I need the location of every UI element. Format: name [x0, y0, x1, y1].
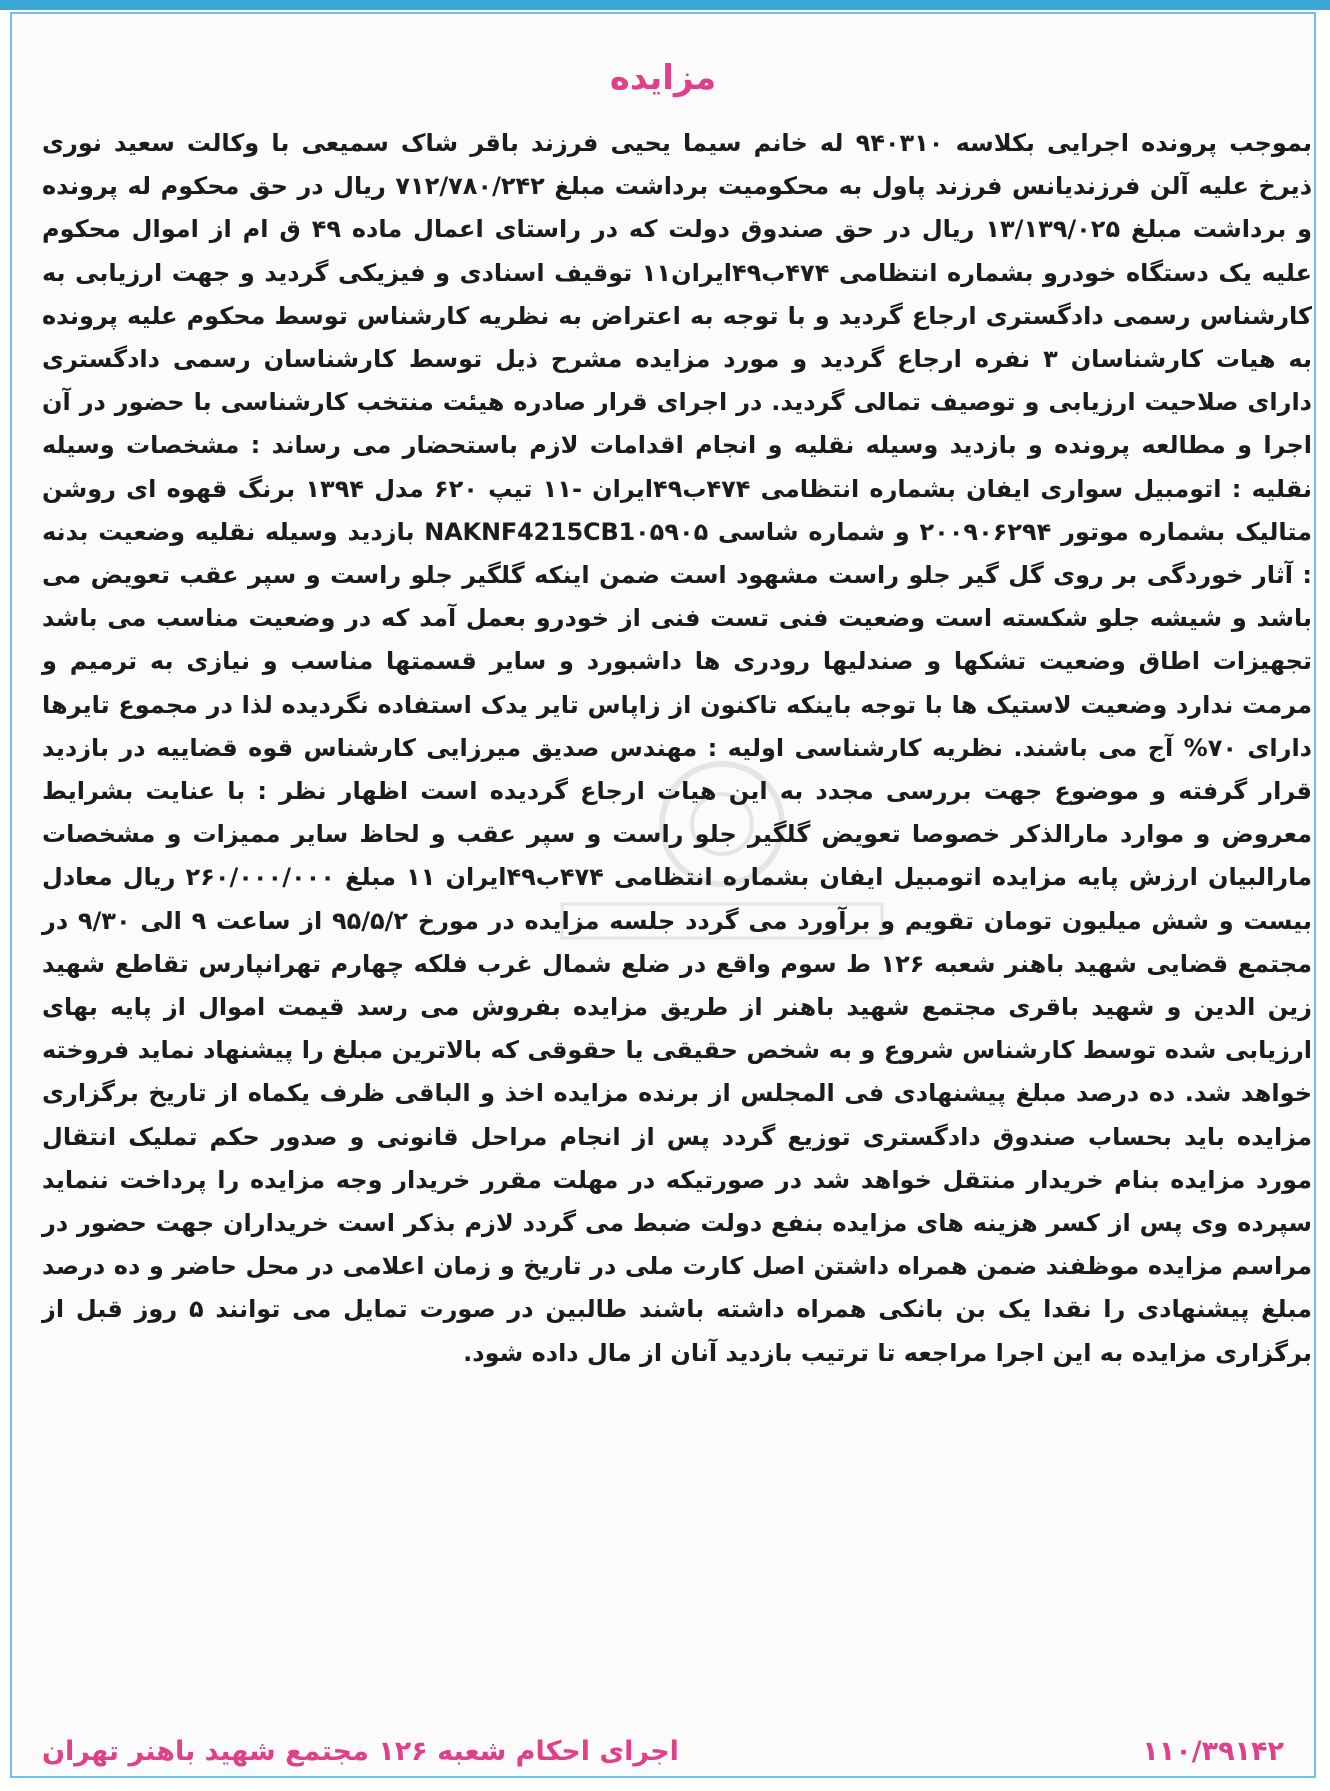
- notice-frame: [10, 12, 1316, 1778]
- notice-footer: [42, 1736, 1284, 1776]
- notice-title: مزایده: [609, 58, 717, 98]
- top-color-bar: [0, 0, 1330, 10]
- notice-body: بموجب پرونده اجرایی بکلاسه ۹۴۰۳۱۰ له خانم سیما یحیی فرزند باقر شاک سمیعی با وکالت سعید نوری ذیرخ علیه آلن فرزندیانس فرزند پاول به محکومیت برداشت مبلغ ۷۱۲/۷۸۰/۲۴۲ ریال در حق محکوم له پرونده و برداشت مبلغ ۱۳/۱۳۹/۰۲۵ ریال در حق صندوق دولت که در راستای اعمال ماده ۴۹ ق ام از اموال محکوم علیه یک دستگاه خودرو بشماره انتظامی ۴۷۴ب۴۹ایران۱۱ توقیف اسنادی و فیزیکی گردید و جهت ارزیابی به کارشناس رسمی دادگستری ارجاع گردید و با توجه به اعتراض به نظریه کارشناس توسط محکوم علیه پرونده به هیات کارشناسان ۳ نفره ارجاع گردید و مورد مزایده مشرح ذیل توسط کارشناسان رسمی دادگستری دارای صلاحیت ارزیابی و توصیف تمالی گردید. در اجرای قرار صادره هیئت منتخب کارشناسی با حضور در آن اجرا و مطالعه پرونده و بازدید وسیله نقلیه و انجام اقدامات لازم باستحضار می رساند : مشخصات وسیله نقلیه : اتومبیل سواری ایفان بشماره انتظامی ۴۷۴ب۴۹ایران -۱۱ تیپ ۶۲۰ مدل ۱۳۹۴ برنگ قهوه ای روشن متالیک بشماره موتور ۲۰۰۹۰۶۲۹۴ و شماره شاسی NAKNF4215CB1۰۵۹۰۵ بازدید وسیله نقلیه وضعیت بدنه : آثار خوردگی بر روی گل گیر جلو راست مشهود است ضمن اینکه گلگیر جلو راست و سپر عقب تعویض می باشد و شیشه جلو شکسته است وضعیت فنی تست فنی از خودرو بعمل آمد که در وضعیت مناسب می باشد تجهیزات اطاق وضعیت تشکها و صندلیها رودری ها داشبورد و سایر قسمتها مناسب و نیازی به ترمیم و مرمت ندارد وضعیت لاستیک ها با توجه باینکه تاکنون از زاپاس تایر یدک استفاده نگردیده لذا در مجموع تایرها دارای ۷۰% آج می باشند. نظریه کارشناسی اولیه : مهندس صدیق میرزایی کارشناس قوه قضاییه در بازدید قرار گرفته و موضوع جهت بررسی مجدد به این هیات ارجاع گردیده است اظهار نظر : با عنایت بشرایط معروض و موارد مارالذکر خصوصا تعویض گلگیر جلو راست و سپر عقب و لحاظ سایر ممیزات و مشخصات مارالبیان ارزش پایه مزایده اتومبیل ایفان بشماره انتظامی ۴۷۴ب۴۹ایران ۱۱ مبلغ ۲۶۰/۰۰۰/۰۰۰ ریال معادل بیست و شش میلیون تومان تقویم و برآورد می گردد جلسه مزایده در مورخ ۹۵/۵/۲ از ساعت ۹ الی ۹/۳۰ در مجتمع قضایی شهید باهنر شعبه ۱۲۶ ط سوم واقع در ضلع شمال غرب فلکه چهارم تهرانپارس تقاطع شهید زین الدین و شهید باقری مجتمع شهید باهنر از طریق مزایده بفروش می رسد قیمت اموال از پایه بهای ارزیابی شده توسط کارشناس شروع و به شخص حقیقی یا حقوقی که بالاترین مبلغ را پیشنهاد نماید فروخته خواهد شد. ده درصد مبلغ پیشنهادی فی المجلس از برنده مزایده اخذ و الباقی ظرف یکماه از تاریخ برگزاری مزایده باید بحساب صندوق دادگستری توزیع گردد پس از انجام مراحل قانونی و صدور حکم تملیک انتقال مورد مزایده بنام خریدار منتقل خواهد شد در صورتیکه در مهلت مقرر خریدار وجه مزایده را پرداخت ننماید سپرده وی پس از کسر هزینه های مزایده بنفع دولت ضبط می گردد لازم بذکر است خریداران جهت حضور در مراسم مزایده موظفند ضمن همراه داشتن اصل کارت ملی در تاریخ و زمان اعلامی در محل حاضر و ده درصد مبلغ پیشنهادی را نقدا یک بن بانکی همراه داشته باشند طالبین در صورت تمایل می توانند ۵ روز قبل از برگزاری مزایده به این اجرا مراجعه تا ترتیب بازدید آنان از مال داده شود.: [42, 129, 1313, 1367]
- issuer-name: اجرای احکام شعبه ۱۲۶ مجتمع شهید باهنر تهران: [42, 1736, 679, 1767]
- notice-code: ۱۱۰/۳۹۱۴۲: [1142, 1736, 1284, 1767]
